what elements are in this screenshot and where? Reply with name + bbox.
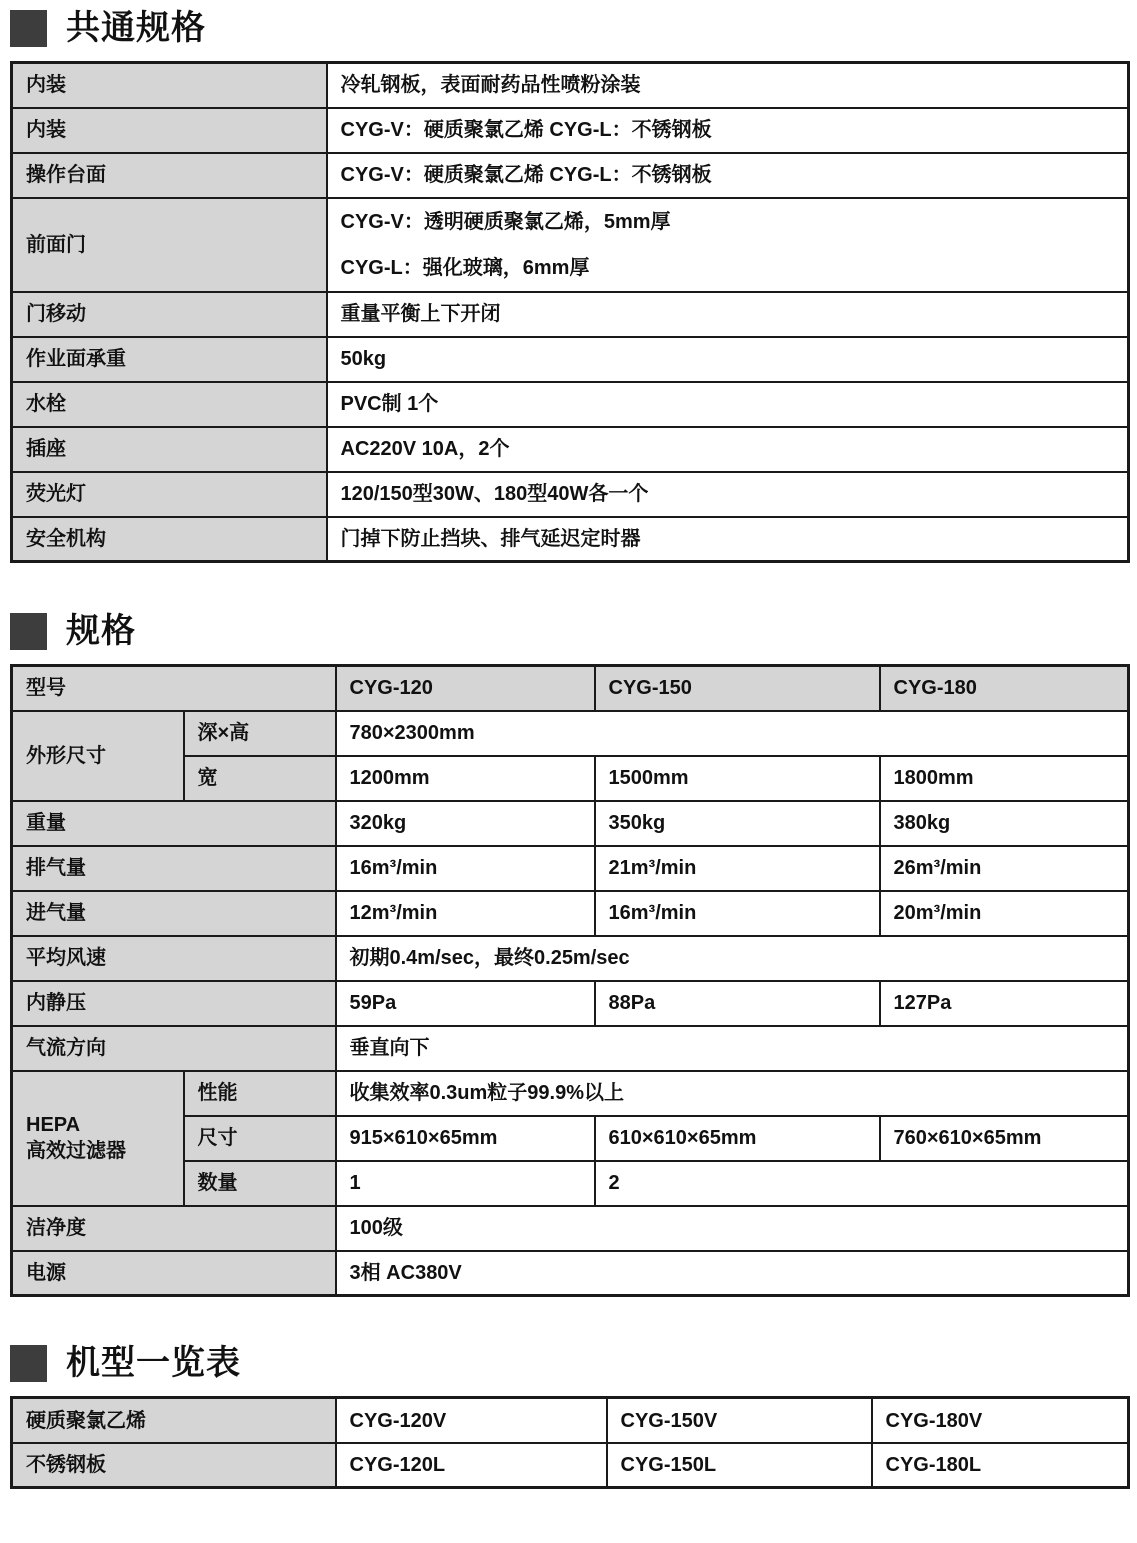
- common-specs-table: [10, 61, 1130, 563]
- row-water-tap: [12, 382, 1129, 427]
- sub-label: 性能: [184, 1071, 336, 1116]
- row-hepa-performance: [12, 1071, 1129, 1116]
- row-interior-1: [12, 63, 1129, 108]
- row-worktop: [12, 153, 1129, 198]
- row-label: 内静压: [12, 981, 336, 1026]
- hepa-label-line-1: HEPA: [26, 1114, 81, 1137]
- hepa-label-line-2: 高效过滤器: [26, 1140, 126, 1163]
- sub-label: 宽: [184, 756, 336, 801]
- row-value: CYG-180V: [872, 1398, 1129, 1443]
- section-title-model-list: 机型一览表: [66, 1344, 241, 1383]
- row-value: 760×610×65mm: [880, 1116, 1129, 1161]
- row-value: 3相 AC380V: [336, 1251, 1129, 1296]
- square-bullet-icon: [10, 613, 47, 650]
- row-value: 1800mm: [880, 756, 1129, 801]
- row-work-surface-load: [12, 337, 1129, 382]
- row-label: 安全机构: [12, 517, 327, 562]
- sub-label: 数量: [184, 1161, 336, 1206]
- row-value: 1: [336, 1161, 595, 1206]
- row-internal-static-pressure: [12, 981, 1129, 1026]
- row-intake-volume: [12, 891, 1129, 936]
- row-value: 915×610×65mm: [336, 1116, 595, 1161]
- section-header-specs: [10, 612, 1137, 651]
- row-exhaust-volume: [12, 846, 1129, 891]
- row-dimensions-depth-height: [12, 711, 1129, 756]
- row-value: 320kg: [336, 801, 595, 846]
- section-header-common: [10, 0, 1137, 48]
- row-door-movement: [12, 292, 1129, 337]
- model-name-cyg120: CYG-120: [336, 666, 595, 711]
- row-label: 进气量: [12, 891, 336, 936]
- row-weight: [12, 801, 1129, 846]
- row-value: CYG-120V: [336, 1398, 607, 1443]
- row-value: AC220V 10A，2个: [327, 427, 1129, 472]
- row-value: 16m³/min: [595, 891, 880, 936]
- row-fluorescent-lamp: [12, 472, 1129, 517]
- row-value: 收集效率0.3um粒子99.9%以上: [336, 1071, 1129, 1116]
- row-value: CYG-150L: [607, 1443, 872, 1488]
- row-label: 电源: [12, 1251, 336, 1296]
- row-stainless-models: [12, 1443, 1129, 1488]
- row-pvc-models: [12, 1398, 1129, 1443]
- front-door-line-1: CYG-V：透明硬质聚氯乙烯，5mm厚: [340, 210, 671, 233]
- section-title-common: 共通规格: [66, 9, 206, 47]
- row-value: 冷轧钢板，表面耐药品性喷粉涂装: [327, 63, 1129, 108]
- row-label: 水栓: [12, 382, 327, 427]
- row-value: CYG-V：硬质聚氯乙烯 CYG-L：不锈钢板: [327, 108, 1129, 153]
- row-label: 硬质聚氯乙烯: [12, 1398, 336, 1443]
- row-outlet: [12, 427, 1129, 472]
- row-front-door: [12, 198, 1129, 292]
- row-power: [12, 1251, 1129, 1296]
- row-value: 26m³/min: [880, 846, 1129, 891]
- row-label: 作业面承重: [12, 337, 327, 382]
- row-value: 1500mm: [595, 756, 880, 801]
- row-value: 120/150型30W、180型40W各一个: [327, 472, 1129, 517]
- row-value: CYG-120L: [336, 1443, 607, 1488]
- row-airflow-direction: [12, 1026, 1129, 1071]
- row-value: 610×610×65mm: [595, 1116, 880, 1161]
- row-value: 垂直向下: [336, 1026, 1129, 1071]
- row-value: 780×2300mm: [336, 711, 1129, 756]
- row-label: 不锈钢板: [12, 1443, 336, 1488]
- row-label: 洁净度: [12, 1206, 336, 1251]
- row-label: 平均风速: [12, 936, 336, 981]
- row-value: 127Pa: [880, 981, 1129, 1026]
- row-value: 88Pa: [595, 981, 880, 1026]
- square-bullet-icon: [10, 10, 47, 47]
- row-label: 气流方向: [12, 1026, 336, 1071]
- row-value: 1200mm: [336, 756, 595, 801]
- row-model-header: [12, 666, 1129, 711]
- row-interior-2: [12, 108, 1129, 153]
- row-value: 16m³/min: [336, 846, 595, 891]
- section-header-model-list: [10, 1344, 1137, 1383]
- row-label: 内装: [12, 108, 327, 153]
- row-value: [327, 198, 1129, 292]
- row-label: 前面门: [12, 198, 327, 292]
- row-value: 初期0.4m/sec，最终0.25m/sec: [336, 936, 1129, 981]
- row-label: 插座: [12, 427, 327, 472]
- row-value: CYG-180L: [872, 1443, 1129, 1488]
- row-average-wind-speed: [12, 936, 1129, 981]
- row-value: 12m³/min: [336, 891, 595, 936]
- row-label: 门移动: [12, 292, 327, 337]
- row-label: [12, 1071, 184, 1206]
- front-door-line-2: CYG-L：强化玻璃，6mm厚: [340, 256, 590, 279]
- row-value: 350kg: [595, 801, 880, 846]
- row-label: 内装: [12, 63, 327, 108]
- row-label: 荧光灯: [12, 472, 327, 517]
- row-cleanliness: [12, 1206, 1129, 1251]
- section-title-specs: 规格: [66, 612, 136, 651]
- row-value: CYG-150V: [607, 1398, 872, 1443]
- row-value: 2: [595, 1161, 1129, 1206]
- model-name-cyg180: CYG-180: [880, 666, 1129, 711]
- row-value: 59Pa: [336, 981, 595, 1026]
- row-label: 排气量: [12, 846, 336, 891]
- model-name-cyg150: CYG-150: [595, 666, 880, 711]
- row-label: 外形尺寸: [12, 711, 184, 801]
- row-safety-mechanism: [12, 517, 1129, 562]
- row-value: 380kg: [880, 801, 1129, 846]
- specs-table: [10, 664, 1130, 1297]
- row-value: 20m³/min: [880, 891, 1129, 936]
- row-value: 50kg: [327, 337, 1129, 382]
- row-value: 门掉下防止挡块、排气延迟定时器: [327, 517, 1129, 562]
- sub-label: 深×高: [184, 711, 336, 756]
- row-label: 重量: [12, 801, 336, 846]
- row-label: 操作台面: [12, 153, 327, 198]
- row-value: 21m³/min: [595, 846, 880, 891]
- row-value: 100级: [336, 1206, 1129, 1251]
- row-value: PVC制 1个: [327, 382, 1129, 427]
- model-list-table: [10, 1396, 1130, 1489]
- row-label: 型号: [12, 666, 336, 711]
- row-value: 重量平衡上下开闭: [327, 292, 1129, 337]
- square-bullet-icon: [10, 1345, 47, 1382]
- sub-label: 尺寸: [184, 1116, 336, 1161]
- row-value: CYG-V：硬质聚氯乙烯 CYG-L：不锈钢板: [327, 153, 1129, 198]
